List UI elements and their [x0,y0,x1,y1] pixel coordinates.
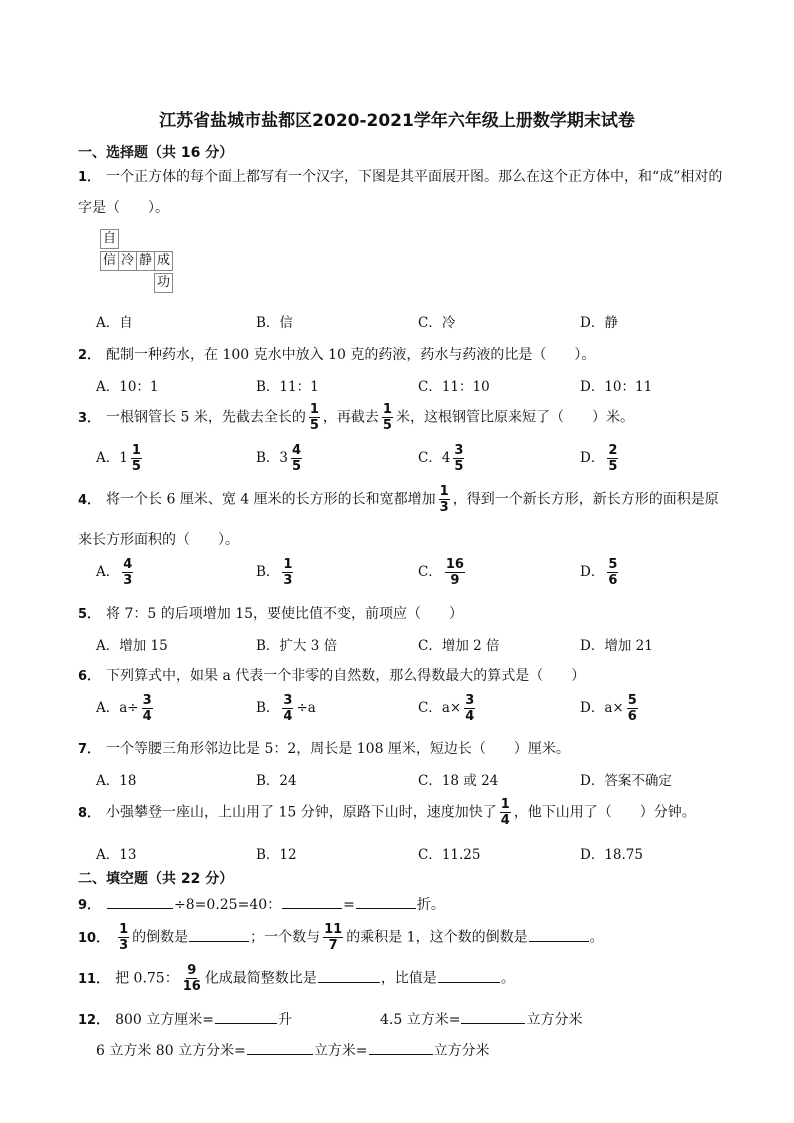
option-b [256,693,316,724]
question-number: 12． [78,1013,110,1028]
question-number: 2． [78,348,101,363]
question-2 [78,344,595,364]
denominator: 5 [131,459,141,474]
numerator: 4 [292,443,302,458]
option-c [418,557,468,588]
question-11 [78,963,515,994]
denominator: 6 [608,573,618,588]
numerator: 3 [142,693,152,708]
question-4 [78,484,719,515]
option-a: A．增加 15 [96,638,168,654]
denominator: 4 [142,709,152,724]
denominator: 3 [123,573,133,588]
fraction [500,797,511,828]
fraction [323,922,343,953]
option-label: B． [256,700,280,716]
numerator: 1 [119,922,129,937]
denominator: 7 [328,938,338,953]
question-text: ，他下山用了（ ）分钟。 [513,804,696,821]
denominator: 5 [454,459,464,474]
question-text: 折。 [416,897,445,913]
question-5 [78,603,463,623]
fraction [118,922,129,953]
answer-blank[interactable] [356,894,416,909]
option-d [580,443,621,474]
question-number: 7． [78,742,101,757]
question-text: 的乘积是 1，这个数的倒数是 [346,929,528,946]
numerator: 1 [283,557,293,572]
question-12-part-b [380,1009,582,1029]
option-b: B．扩大 3 倍 [256,638,338,654]
option-c [418,443,467,474]
question-12-line2 [96,1040,490,1060]
option-label: B．3 [256,450,289,466]
option-label: D． [580,564,605,580]
option-c: C．11：10 [418,379,490,395]
numerator: 2 [608,443,618,458]
question-text: 立方分米 [433,1043,490,1059]
question-text: 立方米= [313,1043,368,1059]
option-label: D．a× [580,700,624,716]
question-12 [78,1009,292,1029]
option-d [580,557,621,588]
cube-net-figure [100,229,180,299]
option-a [96,693,156,724]
denominator: 9 [450,573,460,588]
numerator: 11 [324,922,343,937]
numerator: 1 [439,484,449,499]
denominator: 4 [500,813,510,828]
answer-blank[interactable] [282,894,342,909]
option-a: A．10：1 [96,379,159,395]
question-text: 将 7：5 的后项增加 15，要使比值不变，前项应（ ） [106,606,464,622]
fraction [453,443,464,474]
question-text: ；一个数与 [250,929,321,946]
question-4-line2: 来长方形面积的（ ）。 [78,532,239,548]
option-label: A． [96,564,120,580]
option-d: D．静 [580,315,618,331]
numerator: 3 [454,443,464,458]
fraction [309,402,320,433]
question-number: 9． [78,898,101,913]
numerator: 5 [608,557,618,572]
fraction [382,402,393,433]
numerator: 9 [187,963,197,978]
fraction [282,557,293,588]
numerator: 1 [382,402,392,417]
question-text: ，得到一个新长方形，新长方形的面积是原 [452,491,719,508]
question-number: 3． [78,410,101,426]
section-heading-fill: 二、填空题（共 22 分） [78,871,234,887]
question-9 [78,894,445,914]
denominator: 5 [608,459,618,474]
fraction [182,963,202,994]
question-text: 。 [500,970,515,987]
answer-blank[interactable] [215,1009,277,1024]
question-10 [78,922,604,953]
question-text: 的倒数是 [132,929,189,946]
option-b: B．信 [256,315,293,331]
fraction [464,693,475,724]
question-number: 11． [78,971,110,987]
question-number: 8． [78,805,101,821]
option-a: A．13 [96,847,137,863]
question-text: 立方分米 [526,1012,583,1028]
denominator: 16 [182,979,201,994]
question-text: 化成最简整数比是 [204,970,317,987]
denominator: 6 [627,709,637,724]
question-7 [78,738,570,758]
option-label: B． [256,564,280,580]
option-c: C．18 或 24 [418,773,499,789]
denominator: 3 [283,573,293,588]
option-b [256,557,296,588]
numerator: 3 [283,693,293,708]
denominator: 4 [283,709,293,724]
option-a: A．自 [96,315,133,331]
fraction [607,443,618,474]
net-cell: 冷 [118,251,137,271]
option-d: D．答案不确定 [580,773,672,789]
option-label: A．1 [96,450,128,466]
question-text: = [343,897,355,913]
denominator: 4 [465,709,475,724]
question-text: 一根钢管长 5 米，先截去全长的 [106,409,306,426]
option-suffix: ÷a [296,700,316,716]
question-number: 1． [78,170,101,185]
net-cell: 静 [136,251,155,271]
question-text: 小强攀登一座山，上山用了 15 分钟，原路下山时，速度加快了 [106,804,497,821]
option-label: C． [418,564,442,580]
option-a [96,557,136,588]
question-3 [78,402,634,433]
question-text: 把 0.75： [115,970,179,987]
denominator: 5 [382,418,392,433]
fraction [131,443,142,474]
answer-blank[interactable] [369,1040,433,1055]
question-text: 米，这根钢管比原来短了（ ）米。 [395,409,634,426]
question-1 [78,166,722,186]
question-number: 10． [78,930,110,946]
option-d: D．增加 21 [580,638,653,654]
question-number: 5． [78,607,101,622]
fraction [439,484,450,515]
option-label: D． [580,450,605,466]
option-label: C．a× [418,700,462,716]
answer-blank[interactable] [529,927,589,942]
answer-blank[interactable] [461,1009,525,1024]
option-b: B．12 [256,847,297,863]
question-text: 4.5 立方米= [380,1012,461,1028]
option-d [580,693,641,724]
question-text: 6 立方米 80 立方分米= [96,1043,246,1059]
numerator: 1 [131,443,141,458]
option-a [96,443,145,474]
question-text: 配制一种药水，在 100 克水中放入 10 克的药液，药水与药液的比是（ ）。 [106,347,596,363]
question-1-line2: 字是（ ）。 [78,200,169,216]
option-d: D．10：11 [580,379,653,395]
fraction [607,557,618,588]
option-d: D．18.75 [580,847,643,863]
option-b: B．11：1 [256,379,319,395]
option-b [256,443,305,474]
fraction [445,557,465,588]
question-6 [78,665,585,685]
denominator: 3 [119,938,129,953]
net-cell: 功 [154,273,173,293]
denominator: 5 [292,459,302,474]
answer-blank[interactable] [247,1040,313,1055]
question-number: 4． [78,492,101,508]
question-number: 6． [78,669,101,684]
fraction [282,693,293,724]
denominator: 5 [309,418,319,433]
fraction [627,693,638,724]
option-b: B．24 [256,773,297,789]
option-a: A．18 [96,773,137,789]
option-label: A．a÷ [96,700,139,716]
question-text: ，再截去 [322,409,379,426]
page-title: 江苏省盐城市盐都区2020-2021学年六年级上册数学期末试卷 [159,111,635,131]
question-text: 一个等腰三角形邻边比是 5：2，周长是 108 厘米，短边长（ ）厘米。 [106,741,570,757]
numerator: 3 [465,693,475,708]
question-text: ÷8=0.25=40： [174,897,282,913]
answer-blank[interactable] [438,968,500,983]
question-text: 升 [278,1012,292,1028]
option-c: C．11.25 [418,847,481,863]
question-8 [78,797,696,828]
question-text: 一个正方体的每个面上都写有一个汉字，下图是其平面展开图。那么在这个正方体中，和“成”相对的 [106,169,723,185]
numerator: 5 [627,693,637,708]
question-text: 下列算式中，如果 a 代表一个非零的自然数，那么得数最大的算式是（ ） [106,668,586,684]
fraction [291,443,302,474]
net-cell: 成 [154,251,173,271]
question-text: 800 立方厘米= [115,1012,214,1028]
net-cell: 信 [100,251,119,271]
option-c: C．增加 2 倍 [418,638,500,654]
numerator: 16 [445,557,464,572]
question-text: 将一个长 6 厘米、宽 4 厘米的长方形的长和宽都增加 [106,491,436,508]
numerator: 1 [309,402,319,417]
numerator: 1 [500,797,510,812]
answer-blank[interactable] [189,927,249,942]
denominator: 3 [439,500,449,515]
answer-blank[interactable] [107,894,173,909]
option-c [418,693,478,724]
question-text: ，比值是 [380,970,437,987]
numerator: 4 [123,557,133,572]
fraction [142,693,153,724]
option-c: C．冷 [418,315,456,331]
net-cell: 自 [100,229,119,249]
option-label: C．4 [418,450,451,466]
fraction [122,557,133,588]
question-text: 。 [589,929,604,946]
section-heading-choice: 一、选择题（共 16 分） [78,145,234,161]
answer-blank[interactable] [318,968,380,983]
